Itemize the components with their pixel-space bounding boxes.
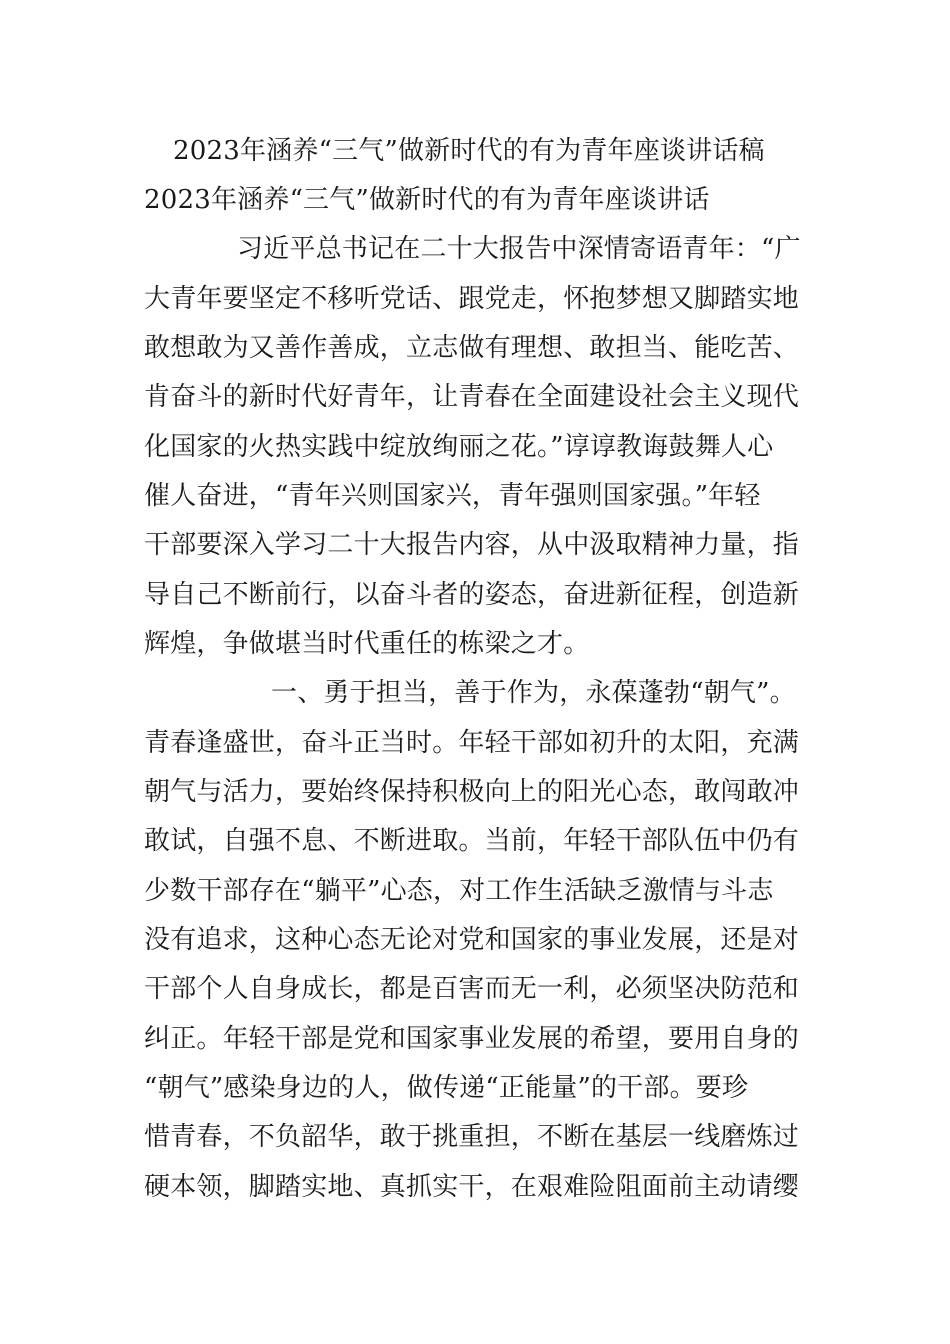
paragraph-2-line: 硬本领，脚踏实地、真抓实干，在艰难险阻面前主动请缨 <box>144 1172 800 1202</box>
paragraph-1-line: 习近平总书记在二十大报告中深情寄语青年：“广 <box>237 234 801 264</box>
section-heading: 一、勇于担当，善于作为，永葆蓬勃“朝气”。 <box>271 678 796 708</box>
paragraph-1-line: 导自己不断前行，以奋斗者的姿态，奋进新征程，创造新 <box>144 580 800 610</box>
paragraph-2-line: 纠正。年轻干部是党和国家事业发展的希望，要用自身的 <box>144 1024 800 1054</box>
paragraph-2-line: “朝气”感染身边的人，做传递“正能量”的干部。要珍 <box>144 1073 749 1103</box>
paragraph-1-line: 化国家的火热实践中绽放绚丽之花。”谆谆教诲鼓舞人心 <box>144 432 774 462</box>
paragraph-1-line: 干部要深入学习二十大报告内容，从中汲取精神力量，指 <box>144 530 800 560</box>
paragraph-2-line: 敢试，自强不息、不断进取。当前，年轻干部队伍中仍有 <box>144 826 800 856</box>
paragraph-1-line: 肯奋斗的新时代好青年，让青春在全面建设社会主义现代 <box>144 382 800 412</box>
title-line-1: 2023年涵养“三气”做新时代的有为青年座谈讲话稿 <box>173 136 765 166</box>
paragraph-1-line: 敢想敢为又善作善成，立志做有理想、敢担当、能吃苦、 <box>144 333 800 363</box>
paragraph-2-line: 少数干部存在“躺平”心态，对工作生活缺乏激情与斗志 <box>144 876 774 906</box>
paragraph-1-line: 辉煌，争做堪当时代重任的栋梁之才。 <box>144 629 590 659</box>
paragraph-2-line: 没有追求，这种心态无论对党和国家的事业发展，还是对 <box>144 925 800 955</box>
paragraph-1-line: 催人奋进，“青年兴则国家兴，青年强则国家强。”年轻 <box>144 481 761 511</box>
paragraph-2-line: 青春逢盛世，奋斗正当时。年轻干部如初升的太阳，充满 <box>144 728 800 758</box>
paragraph-2-line: 朝气与活力，要始终保持积极向上的阳光心态，敢闯敢冲 <box>144 777 800 807</box>
paragraph-2-line: 干部个人自身成长，都是百害而无一利，必须坚决防范和 <box>144 974 800 1004</box>
paragraph-2-line: 惜青春，不负韶华，敢于挑重担，不断在基层一线磨炼过 <box>144 1122 800 1152</box>
paragraph-1-line: 大青年要坚定不移听党话、跟党走，怀抱梦想又脚踏实地 <box>144 284 800 314</box>
title-line-2: 2023年涵养“三气”做新时代的有为青年座谈讲话 <box>144 185 710 215</box>
